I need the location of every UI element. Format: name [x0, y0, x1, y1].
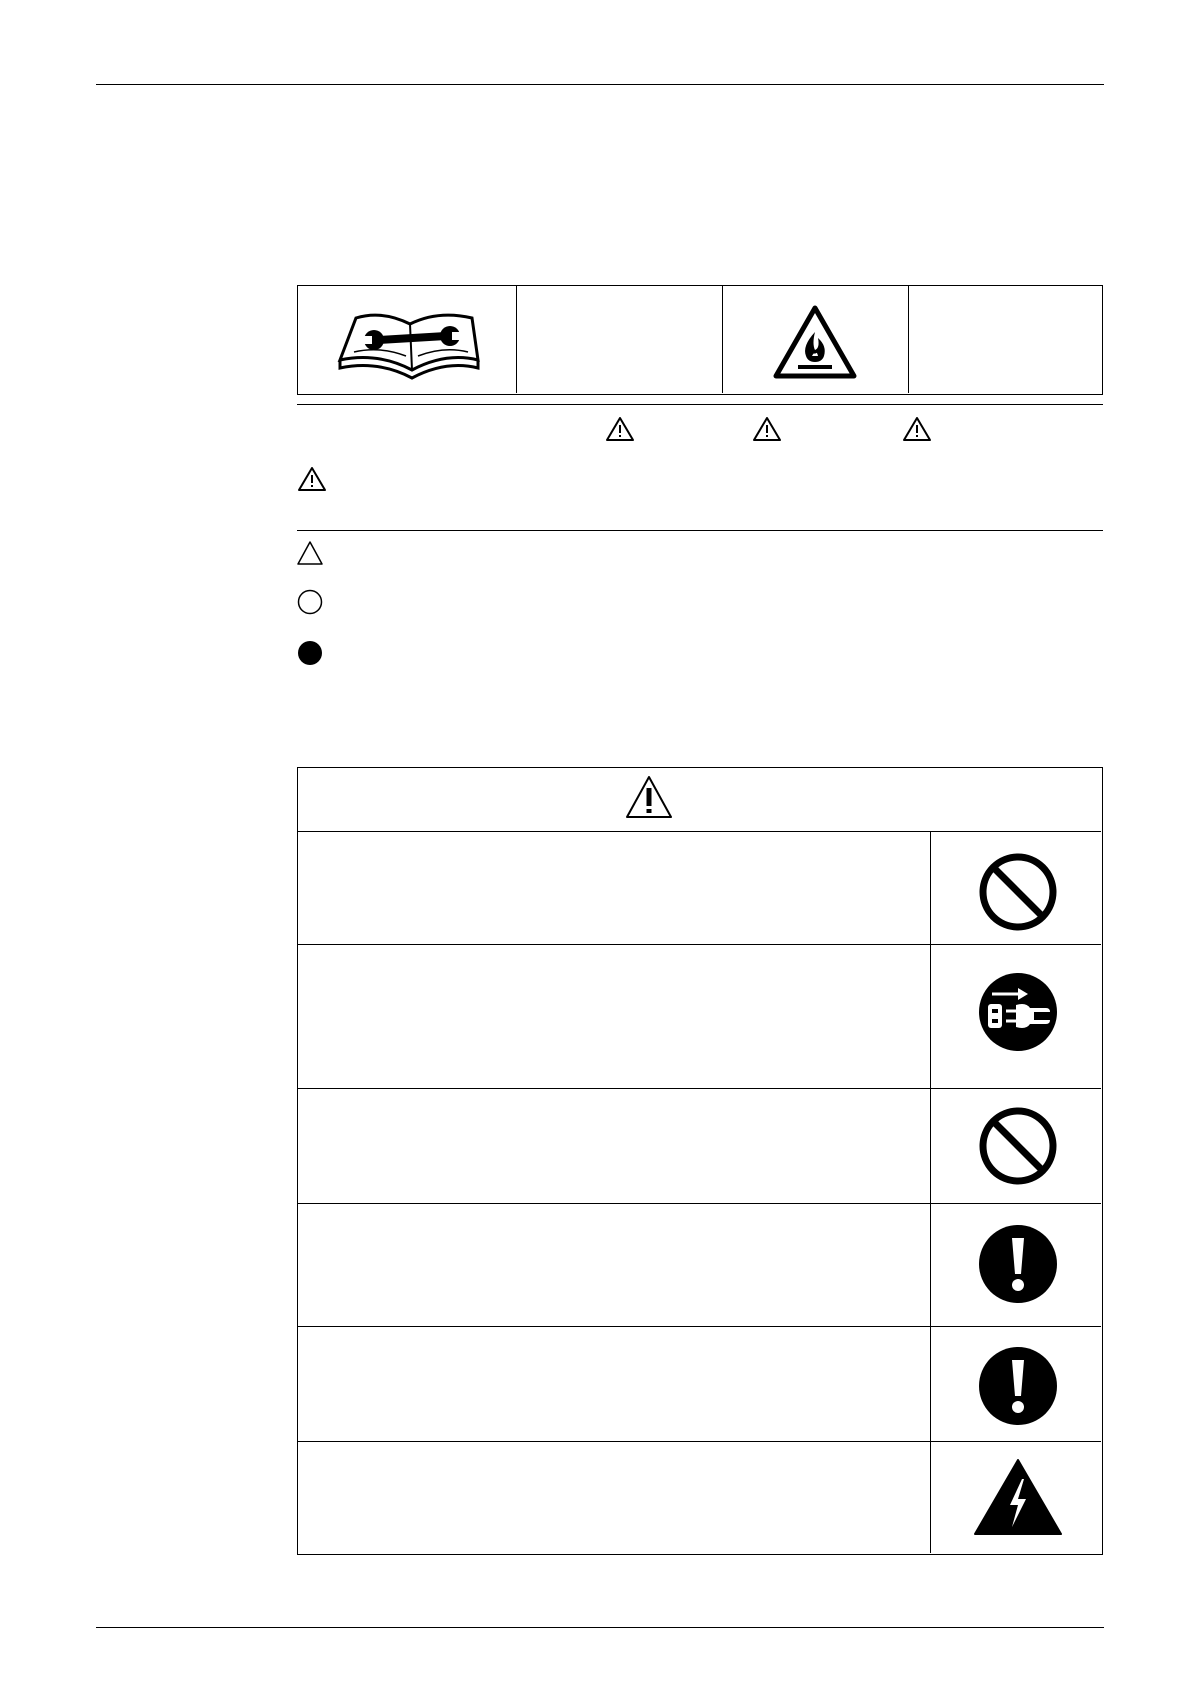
symbols-table-divider	[722, 286, 723, 393]
symbols-table-divider	[908, 286, 909, 393]
warning-row-separator	[298, 1441, 1101, 1442]
electric-shock-icon	[972, 1457, 1064, 1537]
warning-table-header-icon	[624, 774, 674, 820]
warning-row-separator	[298, 1326, 1101, 1327]
read-manual-icon	[334, 300, 484, 380]
footer-rule	[96, 1627, 1104, 1628]
warning-table	[297, 767, 1103, 1555]
prohibition-outline-circle-icon	[297, 589, 323, 615]
flammable-warning-icon	[772, 304, 858, 380]
warning-row-separator	[298, 1088, 1101, 1089]
warning-triangle-icon	[605, 416, 635, 442]
symbols-table	[297, 285, 1103, 395]
symbols-table-divider	[516, 286, 517, 393]
mandatory-action-icon	[978, 1224, 1058, 1304]
section-rule	[297, 404, 1103, 405]
caution-outline-triangle-icon	[296, 540, 324, 566]
note-warning-triangle-icon	[297, 466, 327, 492]
prohibition-icon	[978, 852, 1058, 932]
warning-table-header-rule	[298, 831, 1101, 832]
mandatory-solid-circle-icon	[297, 640, 323, 666]
prohibition-icon	[978, 1106, 1058, 1186]
warning-triangle-icon	[752, 416, 782, 442]
warning-row-separator	[298, 1203, 1101, 1204]
mandatory-action-icon	[978, 1346, 1058, 1426]
unplug-icon	[978, 972, 1058, 1052]
legend-rule	[297, 530, 1103, 531]
header-rule	[96, 84, 1104, 85]
warning-row-separator	[298, 944, 1101, 945]
warning-triangle-icon	[902, 416, 932, 442]
warning-table-column-divider	[930, 831, 931, 1553]
